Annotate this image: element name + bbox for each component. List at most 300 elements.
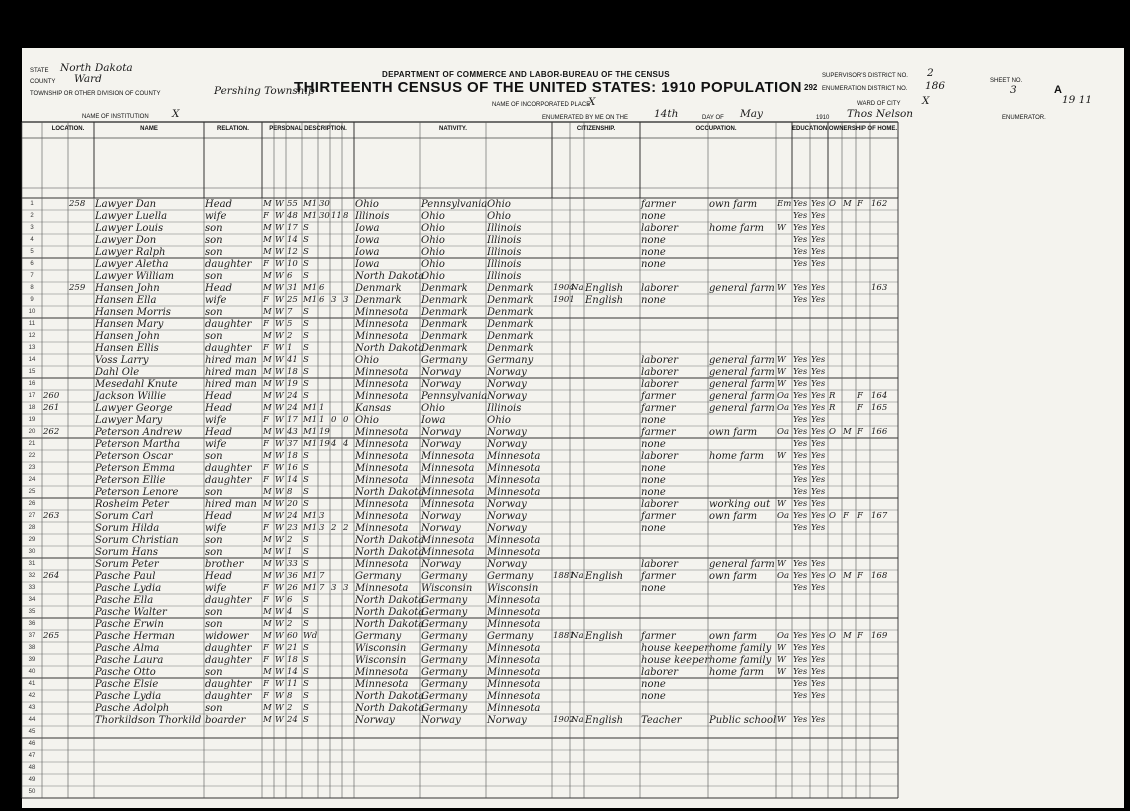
cell-farm: F <box>857 630 863 641</box>
cell-pob-mother: Illinois <box>487 246 522 258</box>
cell-race: W <box>275 294 284 305</box>
supervisor-value: 2 <box>927 67 934 79</box>
sheet-letter: A <box>1054 84 1062 96</box>
cell-sched: 162 <box>871 198 888 209</box>
cell-name: Lawyer Louis <box>95 222 164 234</box>
cell-name: Pasche Walter <box>95 606 167 618</box>
cell-line: 13 <box>28 344 36 351</box>
cell-age: 16 <box>287 462 298 473</box>
cell-pob: Minnesota <box>355 666 409 678</box>
cell-sex: M <box>263 354 272 365</box>
cell-age: 8 <box>287 486 293 497</box>
state-value: North Dakota <box>60 62 133 74</box>
cell-sex: M <box>263 390 272 401</box>
cell-sex: M <box>263 510 272 521</box>
cell-marital: S <box>303 642 309 653</box>
cell-pob-mother: Denmark <box>487 282 534 294</box>
cell-line: 1 <box>30 200 34 207</box>
cell-name: Lawyer Ralph <box>95 246 166 258</box>
cell-sex: M <box>263 378 272 389</box>
cell-pob-mother: Germany <box>487 570 534 582</box>
cell-pob-mother: Denmark <box>487 306 534 318</box>
cell-write: Yes <box>811 282 826 293</box>
cell-race: W <box>275 642 284 653</box>
cell-read: Yes <box>793 222 808 233</box>
cell-name: Sorum Peter <box>95 558 159 570</box>
cell-pob-mother: Denmark <box>487 330 534 342</box>
cell-race: W <box>275 306 284 317</box>
cell-age: 18 <box>287 450 298 461</box>
cell-age: 2 <box>287 330 293 341</box>
cell-sex: M <box>263 558 272 569</box>
cell-read: Yes <box>793 486 808 497</box>
cell-pob-father: Germany <box>421 678 468 690</box>
cell-pob: Germany <box>355 570 402 582</box>
cell-relation: son <box>205 246 223 258</box>
cell-relation: Head <box>205 198 233 210</box>
cell-pob-mother: Minnesota <box>487 678 541 690</box>
cell-sex: M <box>263 630 272 641</box>
cell-race: W <box>275 582 284 593</box>
cell-read: Yes <box>793 498 808 509</box>
cell-marital: S <box>303 354 309 365</box>
cell-name: Pasche Laura <box>95 654 164 666</box>
cell-relation: son <box>205 546 223 558</box>
cell-sched: 168 <box>871 570 888 581</box>
cell-sex: M <box>263 234 272 245</box>
cell-name: Peterson Ellie <box>95 474 166 486</box>
cell-relation: son <box>205 234 223 246</box>
cell-name: Hansen Ellis <box>95 342 159 354</box>
cell-relation: Head <box>205 426 233 438</box>
cell-industry: home farm <box>709 222 764 234</box>
cell-years: 1 <box>319 414 325 425</box>
cell-industry: own farm <box>709 510 758 522</box>
cell-race: W <box>275 282 284 293</box>
cell-pob-father: Minnesota <box>421 462 475 474</box>
cell-trade: laborer <box>641 498 679 510</box>
cell-living: 3 <box>343 582 349 593</box>
cell-write: Yes <box>811 486 826 497</box>
cell-name: Hansen Morris <box>95 306 171 318</box>
sheet-label: SHEET NO. <box>990 78 1023 84</box>
cell-sex: F <box>263 414 269 425</box>
cell-relation: daughter <box>205 462 252 474</box>
cell-relation: wife <box>205 438 227 450</box>
cell-line: 24 <box>28 476 36 483</box>
cell-marital: S <box>303 222 309 233</box>
cell-pob-mother: Illinois <box>487 222 522 234</box>
cell-pob-mother: Wisconsin <box>487 582 539 594</box>
cell-emp: W <box>777 666 786 677</box>
cell-name: Pasche Alma <box>95 642 160 654</box>
cell-industry: own farm <box>709 426 758 438</box>
cell-pob-mother: Minnesota <box>487 534 541 546</box>
cell-farm: F <box>857 390 863 401</box>
cell-write: Yes <box>811 558 826 569</box>
cell-marital: M1 <box>303 198 318 209</box>
cell-marital: S <box>303 330 309 341</box>
cell-pob: Minnesota <box>355 330 409 342</box>
day-of-label: DAY OF <box>702 115 724 121</box>
cell-pob-father: Germany <box>421 594 468 606</box>
cell-relation: wife <box>205 414 227 426</box>
cell-pob-mother: Denmark <box>487 294 534 306</box>
ward-value: X <box>922 95 930 107</box>
cell-trade: none <box>641 678 666 690</box>
cell-pob: Minnesota <box>355 366 409 378</box>
cell-emp: W <box>777 222 786 233</box>
cell-industry: home family <box>709 642 772 654</box>
cell-relation: hired man <box>205 354 257 366</box>
cell-emp: Oa <box>777 390 790 401</box>
enumerated-label: ENUMERATED BY ME ON THE <box>542 115 629 121</box>
cell-relation: son <box>205 330 223 342</box>
cell-marital: M1 <box>303 414 318 425</box>
cell-immig: 1881 <box>553 570 575 581</box>
cell-pob: Iowa <box>355 246 380 258</box>
cell-pob-father: Germany <box>421 630 468 642</box>
cell-age: 2 <box>287 702 293 713</box>
cell-immig: 1902 <box>553 714 575 725</box>
cell-age: 26 <box>287 582 298 593</box>
cell-pob-father: Norway <box>421 558 461 570</box>
cell-line: 10 <box>28 308 36 315</box>
cell-name: Pasche Ella <box>95 594 154 606</box>
cell-pob-father: Ohio <box>421 234 445 246</box>
cell-sched: 163 <box>871 282 888 293</box>
cell-name: Hansen Ella <box>95 294 157 306</box>
cell-trade: none <box>641 486 666 498</box>
cell-name: Peterson Andrew <box>95 426 183 438</box>
cell-pob: North Dakota <box>355 342 425 354</box>
cell-own: O <box>829 198 836 209</box>
cell-years: 7 <box>319 582 325 593</box>
cell-marital: S <box>303 318 309 329</box>
cell-industry: home farm <box>709 450 764 462</box>
cell-read: Yes <box>793 570 808 581</box>
cell-sex: F <box>263 462 269 473</box>
cell-pob: Minnesota <box>355 582 409 594</box>
cell-trade: none <box>641 294 666 306</box>
cell-read: Yes <box>793 666 808 677</box>
year-label: 1910 <box>816 115 830 121</box>
cell-relation: daughter <box>205 258 252 270</box>
cell-years: 6 <box>319 294 325 305</box>
cell-read: Yes <box>793 558 808 569</box>
cell-race: W <box>275 450 284 461</box>
cell-race: W <box>275 486 284 497</box>
cell-name: Sorum Hilda <box>95 522 160 534</box>
cell-age: 19 <box>287 378 298 389</box>
cell-years: 3 <box>319 522 325 533</box>
cell-race: W <box>275 210 284 221</box>
cell-relation: Head <box>205 570 233 582</box>
cell-relation: son <box>205 606 223 618</box>
cell-relation: son <box>205 666 223 678</box>
cell-farm: F <box>857 402 863 413</box>
cell-trade: laborer <box>641 378 679 390</box>
cell-age: 18 <box>287 654 298 665</box>
cell-trade: none <box>641 438 666 450</box>
cell-write: Yes <box>811 630 826 641</box>
cell-age: 37 <box>287 438 298 449</box>
cell-trade: Teacher <box>641 714 682 726</box>
cell-sex: F <box>263 318 269 329</box>
cell-own: O <box>829 630 836 641</box>
cell-line: 25 <box>28 488 36 495</box>
cell-trade: farmer <box>641 390 676 402</box>
cell-race: W <box>275 594 284 605</box>
census-sheet <box>22 48 1124 808</box>
cell-dwelling: 265 <box>43 630 60 641</box>
cell-trade: farmer <box>641 426 676 438</box>
cell-write: Yes <box>811 690 826 701</box>
cell-line: 46 <box>28 740 36 747</box>
cell-age: 11 <box>287 678 298 689</box>
cell-marital: S <box>303 342 309 353</box>
cell-age: 33 <box>287 558 298 569</box>
cell-industry: general farm <box>709 390 775 402</box>
cell-relation: daughter <box>205 690 252 702</box>
cell-marital: S <box>303 450 309 461</box>
cell-age: 14 <box>287 666 298 677</box>
cell-line: 27 <box>28 512 36 519</box>
cell-pob: Minnesota <box>355 498 409 510</box>
cell-emp: Oa <box>777 510 790 521</box>
cell-name: Sorum Hans <box>95 546 159 558</box>
cell-years: 6 <box>319 282 325 293</box>
cell-sex: M <box>263 534 272 545</box>
cell-line: 50 <box>28 788 36 795</box>
cell-living: 2 <box>343 522 349 533</box>
cell-sex: F <box>263 342 269 353</box>
column-group-heading: RELATION. <box>217 126 249 132</box>
cell-marital: S <box>303 690 309 701</box>
cell-pob-mother: Ohio <box>487 210 511 222</box>
cell-pob-father: Norway <box>421 714 461 726</box>
cell-trade: farmer <box>641 570 676 582</box>
cell-relation: daughter <box>205 342 252 354</box>
cell-pob-mother: Minnesota <box>487 462 541 474</box>
cell-sex: M <box>263 282 272 293</box>
cell-line: 37 <box>28 632 36 639</box>
cell-pob-father: Denmark <box>421 318 468 330</box>
cell-pob-mother: Ohio <box>487 414 511 426</box>
cell-pob-father: Germany <box>421 702 468 714</box>
incorporated-label: NAME OF INCORPORATED PLACE <box>492 102 591 108</box>
cell-race: W <box>275 510 284 521</box>
cell-line: 16 <box>28 380 36 387</box>
cell-marital: S <box>303 486 309 497</box>
cell-pob-mother: Norway <box>487 426 527 438</box>
cell-born: 11 <box>331 210 342 221</box>
cell-line: 20 <box>28 428 36 435</box>
cell-sex: F <box>263 438 269 449</box>
cell-age: 41 <box>287 354 298 365</box>
cell-race: W <box>275 414 284 425</box>
cell-pob: Minnesota <box>355 390 409 402</box>
cell-name: Pasche Herman <box>95 630 175 642</box>
cell-marital: M1 <box>303 210 318 221</box>
cell-race: W <box>275 354 284 365</box>
cell-race: W <box>275 558 284 569</box>
cell-marital: S <box>303 654 309 665</box>
cell-born: 3 <box>331 294 337 305</box>
cell-read: Yes <box>793 630 808 641</box>
cell-name: Lawyer Luella <box>95 210 168 222</box>
cell-emp: Oa <box>777 402 790 413</box>
cell-relation: son <box>205 702 223 714</box>
cell-trade: laborer <box>641 558 679 570</box>
cell-name: Lawyer George <box>95 402 173 414</box>
cell-read: Yes <box>793 378 808 389</box>
cell-pob-father: Denmark <box>421 330 468 342</box>
cell-race: W <box>275 330 284 341</box>
cell-years: 3 <box>319 510 325 521</box>
cell-read: Yes <box>793 642 808 653</box>
cell-pob-father: Norway <box>421 510 461 522</box>
cell-sex: M <box>263 570 272 581</box>
cell-age: 60 <box>287 630 298 641</box>
enumeration-value: 186 <box>925 80 946 92</box>
cell-marital: M1 <box>303 282 318 293</box>
cell-read: Yes <box>793 198 808 209</box>
cell-pob-mother: Norway <box>487 522 527 534</box>
cell-line: 6 <box>30 260 34 267</box>
cell-line: 15 <box>28 368 36 375</box>
cell-living: 4 <box>343 438 349 449</box>
cell-line: 29 <box>28 536 36 543</box>
cell-age: 14 <box>287 474 298 485</box>
cell-race: W <box>275 678 284 689</box>
cell-relation: son <box>205 534 223 546</box>
cell-pob-father: Germany <box>421 354 468 366</box>
cell-age: 5 <box>287 318 293 329</box>
cell-age: 14 <box>287 234 298 245</box>
cell-pob: Minnesota <box>355 306 409 318</box>
cell-pob-father: Ohio <box>421 222 445 234</box>
cell-line: 21 <box>28 440 36 447</box>
cell-age: 43 <box>287 426 298 437</box>
stamp-number: 19 11 <box>1062 94 1093 106</box>
cell-read: Yes <box>793 354 808 365</box>
cell-age: 24 <box>287 390 298 401</box>
cell-pob: Minnesota <box>355 678 409 690</box>
cell-sex: F <box>263 474 269 485</box>
cell-emp: W <box>777 654 786 665</box>
cell-trade: farmer <box>641 402 676 414</box>
cell-free: F <box>843 510 849 521</box>
cell-industry: home family <box>709 654 772 666</box>
cell-marital: S <box>303 270 309 281</box>
cell-read: Yes <box>793 414 808 425</box>
cell-trade: none <box>641 246 666 258</box>
cell-name: Rosheim Peter <box>95 498 169 510</box>
cell-marital: S <box>303 306 309 317</box>
cell-age: 48 <box>287 210 298 221</box>
cell-line: 12 <box>28 332 36 339</box>
cell-pob: Ohio <box>355 414 379 426</box>
cell-pob-father: Ohio <box>421 210 445 222</box>
cell-relation: hired man <box>205 378 257 390</box>
cell-write: Yes <box>811 378 826 389</box>
cell-sex: M <box>263 306 272 317</box>
cell-name: Lawyer Mary <box>95 414 163 426</box>
cell-age: 31 <box>287 282 298 293</box>
cell-living: 8 <box>343 210 349 221</box>
cell-pob-father: Minnesota <box>421 474 475 486</box>
cell-read: Yes <box>793 438 808 449</box>
cell-marital: M1 <box>303 294 318 305</box>
cell-emp: W <box>777 366 786 377</box>
cell-race: W <box>275 570 284 581</box>
cell-marital: M1 <box>303 438 318 449</box>
cell-age: 17 <box>287 222 298 233</box>
cell-line: 22 <box>28 452 36 459</box>
cell-pob-mother: Minnesota <box>487 618 541 630</box>
cell-trade: house keeper <box>641 654 710 666</box>
cell-write: Yes <box>811 390 826 401</box>
cell-pob-mother: Minnesota <box>487 666 541 678</box>
cell-relation: Head <box>205 402 233 414</box>
cell-pob-mother: Germany <box>487 354 534 366</box>
cell-race: W <box>275 378 284 389</box>
cell-pob-mother: Illinois <box>487 234 522 246</box>
cell-nat: Na <box>571 630 584 641</box>
cell-relation: wife <box>205 582 227 594</box>
cell-race: W <box>275 474 284 485</box>
cell-race: W <box>275 606 284 617</box>
cell-nat: Na <box>571 714 584 725</box>
cell-relation: son <box>205 450 223 462</box>
cell-line: 28 <box>28 524 36 531</box>
column-group-heading: NAME <box>140 126 158 132</box>
cell-relation: son <box>205 222 223 234</box>
cell-read: Yes <box>793 258 808 269</box>
cell-relation: widower <box>205 630 249 642</box>
cell-name: Peterson Oscar <box>95 450 173 462</box>
cell-sex: F <box>263 654 269 665</box>
cell-sex: M <box>263 246 272 257</box>
cell-read: Yes <box>793 210 808 221</box>
cell-pob-father: Germany <box>421 666 468 678</box>
cell-pob-father: Germany <box>421 642 468 654</box>
cell-pob-father: Pennsylvania <box>421 198 488 210</box>
cell-industry: working out <box>709 498 771 510</box>
cell-emp: W <box>777 558 786 569</box>
cell-sex: F <box>263 690 269 701</box>
cell-pob-father: Germany <box>421 618 468 630</box>
cell-write: Yes <box>811 654 826 665</box>
cell-living: 0 <box>343 414 349 425</box>
cell-farm: F <box>857 426 863 437</box>
cell-own: R <box>829 390 836 401</box>
cell-free: M <box>843 198 852 209</box>
cell-line: 48 <box>28 764 36 771</box>
cell-marital: S <box>303 678 309 689</box>
cell-born: 0 <box>331 414 337 425</box>
cell-pob-mother: Illinois <box>487 270 522 282</box>
cell-industry: general farm <box>709 354 775 366</box>
cell-pob-father: Denmark <box>421 282 468 294</box>
cell-sched: 165 <box>871 402 888 413</box>
cell-trade: none <box>641 258 666 270</box>
cell-sex: M <box>263 270 272 281</box>
cell-language: English <box>585 294 624 306</box>
cell-relation: wife <box>205 210 227 222</box>
cell-emp: Oa <box>777 570 790 581</box>
